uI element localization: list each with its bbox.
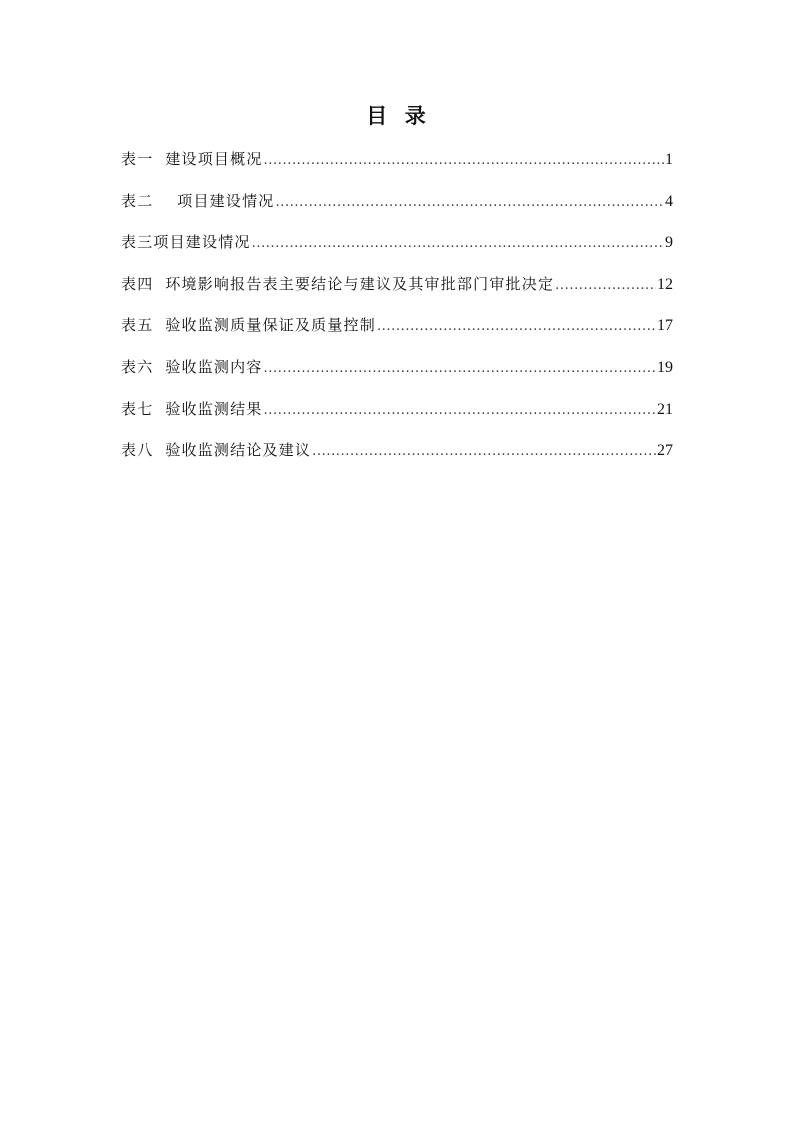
toc-entry[interactable]: [121, 311, 673, 353]
toc-entry[interactable]: [121, 145, 673, 187]
toc-dot-leader: [275, 189, 664, 217]
toc-entry[interactable]: [121, 270, 673, 312]
toc-entry-label: 表六 验收监测内容: [121, 357, 263, 376]
toc-entry[interactable]: [121, 395, 673, 437]
toc-entry[interactable]: [121, 187, 673, 229]
toc-entry-page: 19: [657, 358, 673, 376]
toc-entry[interactable]: [121, 436, 673, 478]
toc-entry-page: 1: [665, 151, 673, 168]
toc-entry-page: 27: [657, 442, 673, 460]
toc-entry-label: 表七 验收监测结果: [121, 399, 263, 418]
toc-dot-leader: [264, 355, 656, 383]
toc-entry-page: 17: [657, 317, 673, 335]
toc-dot-leader: [252, 230, 664, 258]
toc-dot-leader: [377, 313, 656, 341]
toc-dot-leader: [264, 147, 664, 175]
toc-entry-page: 21: [657, 400, 673, 418]
toc-entry-label: 表三项目建设情况: [121, 233, 251, 252]
toc-entry-page: 4: [665, 192, 673, 210]
toc-dot-leader: [264, 397, 656, 425]
toc-entry-label: 表四 环境影响报告表主要结论与建议及其审批部门审批决定: [121, 274, 555, 293]
toc-entry-label: 表八 验收监测结论及建议: [121, 441, 312, 460]
toc-dot-leader: [555, 272, 656, 300]
toc-entry-page: 9: [665, 234, 673, 252]
toc-title: 目 录: [366, 104, 427, 128]
toc-dot-leader: [312, 438, 656, 466]
toc-entry[interactable]: [121, 353, 673, 395]
toc-entry[interactable]: [121, 228, 673, 270]
toc-entry-label: 表二 项目建设情况: [121, 191, 275, 210]
toc-entry-page: 12: [657, 275, 673, 293]
toc-entry-label: 表一 建设项目概况: [121, 150, 263, 168]
toc-entry-label: 表五 验收监测质量保证及质量控制: [121, 316, 376, 335]
toc-list: [121, 145, 673, 478]
